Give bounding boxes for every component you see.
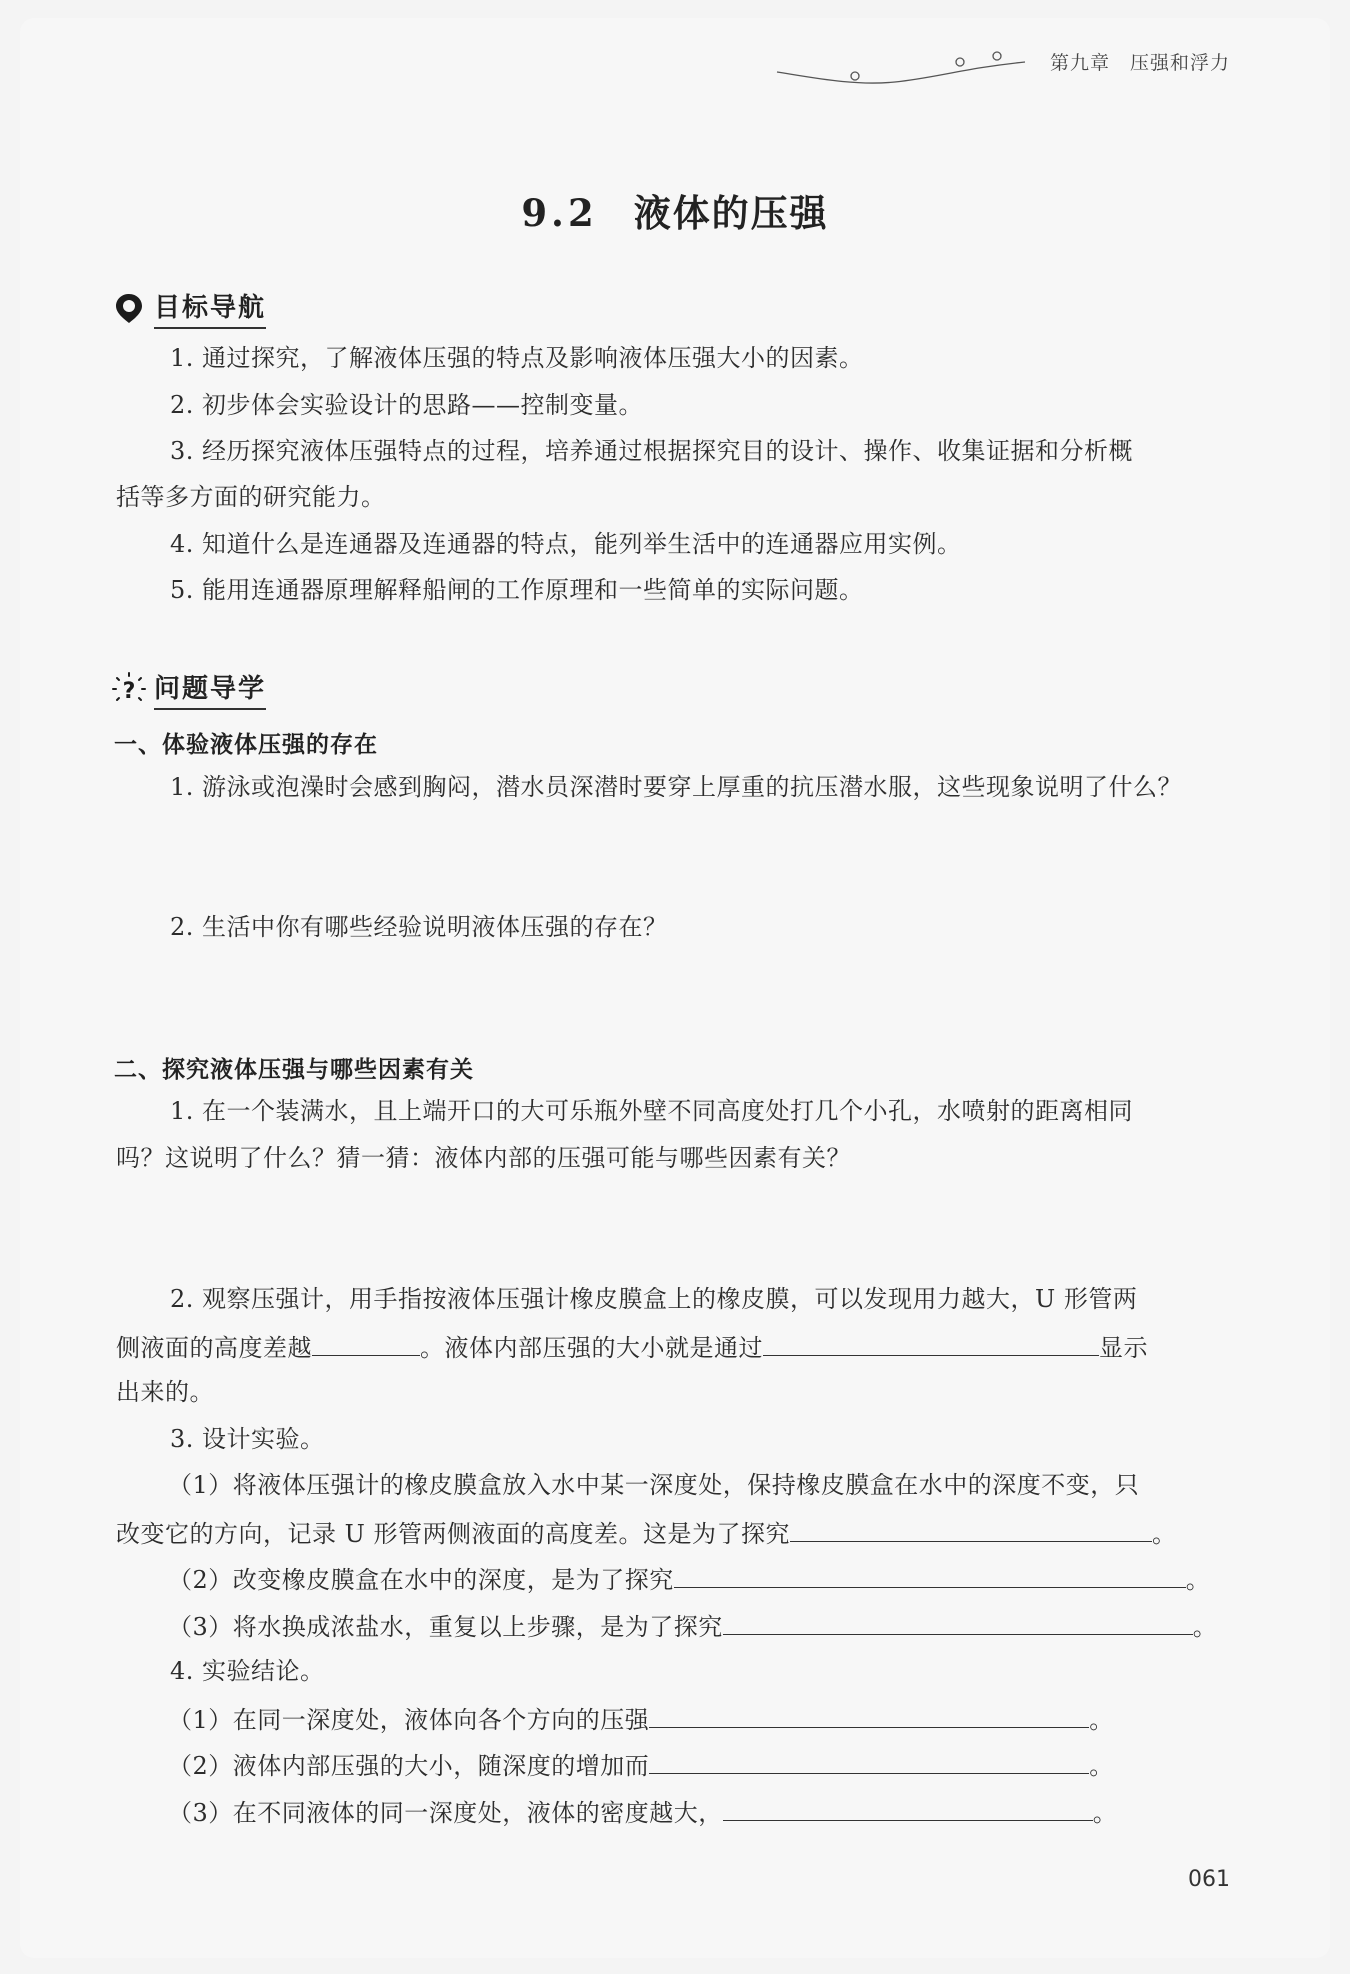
location-pin-icon	[112, 291, 146, 325]
question-text	[168, 1749, 1114, 1781]
period: 。	[1185, 1566, 1211, 1594]
question-text	[168, 1796, 1117, 1828]
subsection-heading: 二、探究液体压强与哪些因素有关	[114, 1057, 474, 1083]
goal-item-continued: 括等多方面的研究能力。	[116, 483, 386, 511]
page-title	[0, 183, 1350, 237]
question-text-continued: 出来的。	[116, 1378, 214, 1406]
period: 。	[1151, 1520, 1177, 1548]
question-text: 4. 实验结论。	[170, 1657, 325, 1685]
answer-blank[interactable]	[723, 1610, 1193, 1635]
section-heading-goals	[112, 287, 266, 329]
chapter-topic: 压强和浮力	[1129, 52, 1230, 74]
period: 。	[1089, 1706, 1114, 1734]
text-segment: （2）改变橡皮膜盒在水中的深度，是为了探究	[168, 1566, 674, 1594]
section-title-goals: 目标导航	[154, 287, 266, 329]
text-segment: （2）液体内部压强的大小，随深度的增加而	[168, 1752, 650, 1780]
svg-text:?: ?	[122, 679, 136, 704]
answer-blank[interactable]	[723, 1796, 1093, 1821]
answer-blank[interactable]	[312, 1331, 420, 1356]
question-text: 2. 生活中你有哪些经验说明液体压强的存在？	[170, 913, 668, 941]
question-text: 2. 观察压强计，用手指按液体压强计橡皮膜盒上的橡皮膜，可以发现用力越大，U 形管两	[170, 1285, 1138, 1313]
answer-blank[interactable]	[763, 1331, 1099, 1356]
question-text: （1）将液体压强计的橡皮膜盒放入水中某一深度处，保持橡皮膜盒在水中的深度不变，只	[168, 1471, 1140, 1499]
question-text-continued	[116, 1331, 1148, 1363]
goal-item: 5. 能用连通器原理解释船闸的工作原理和一些简单的实际问题。	[170, 576, 864, 604]
question-text	[168, 1563, 1210, 1595]
goal-item: 1. 通过探究，了解液体压强的特点及影响液体压强大小的因素。	[170, 344, 864, 372]
text-segment: 。液体内部压强的大小就是通过	[420, 1334, 763, 1362]
section-number: 9.2	[521, 191, 598, 235]
answer-blank[interactable]	[674, 1563, 1186, 1588]
text-segment: （1）在同一深度处，液体向各个方向的压强	[168, 1706, 650, 1734]
question-text-continued	[116, 1517, 1176, 1549]
answer-blank[interactable]	[649, 1749, 1089, 1774]
text-segment: （3）在不同液体的同一深度处，液体的密度越大，	[168, 1799, 723, 1827]
question-text	[168, 1703, 1114, 1735]
text-segment: 显示	[1099, 1334, 1148, 1362]
text-segment: 侧液面的高度差越	[116, 1334, 312, 1362]
answer-blank[interactable]	[790, 1517, 1152, 1542]
text-segment: 改变它的方向，记录 U 形管两侧液面的高度差。这是为了探究	[116, 1520, 790, 1548]
chapter-label: 第九章	[1049, 52, 1110, 74]
goal-item: 2. 初步体会实验设计的思路——控制变量。	[170, 391, 644, 419]
subsection-heading: 一、体验液体压强的存在	[114, 732, 378, 758]
period: 。	[1089, 1752, 1114, 1780]
question-text: 1. 在一个装满水，且上端开口的大可乐瓶外壁不同高度处打几个小孔，水喷射的距离相同	[170, 1097, 1134, 1125]
question-text: 1. 游泳或泡澡时会感到胸闷，潜水员深潜时要穿上厚重的抗压潜水服，这些现象说明了什么？	[170, 773, 1183, 801]
section-heading-questions	[112, 668, 266, 710]
page-number: 061	[1188, 1867, 1230, 1892]
question-text: 3. 设计实验。	[170, 1425, 325, 1453]
period: 。	[1192, 1613, 1218, 1641]
answer-blank[interactable]	[649, 1703, 1089, 1728]
goal-item: 4. 知道什么是连通器及连通器的特点，能列举生活中的连通器应用实例。	[170, 530, 962, 558]
goal-item: 3. 经历探究液体压强特点的过程，培养通过根据探究目的设计、操作、收集证据和分析概	[170, 437, 1134, 465]
question-lightbulb-icon	[112, 672, 146, 706]
period: 。	[1092, 1799, 1118, 1827]
wave-decoration-icon	[775, 48, 1035, 88]
question-text	[168, 1610, 1217, 1642]
question-text-continued: 吗？这说明了什么？猜一猜：液体内部的压强可能与哪些因素有关？	[116, 1144, 851, 1172]
section-title-questions: 问题导学	[154, 668, 266, 710]
section-title: 液体的压强	[633, 191, 829, 235]
chapter-header	[1050, 48, 1230, 75]
text-segment: （3）将水换成浓盐水，重复以上步骤，是为了探究	[168, 1613, 723, 1641]
